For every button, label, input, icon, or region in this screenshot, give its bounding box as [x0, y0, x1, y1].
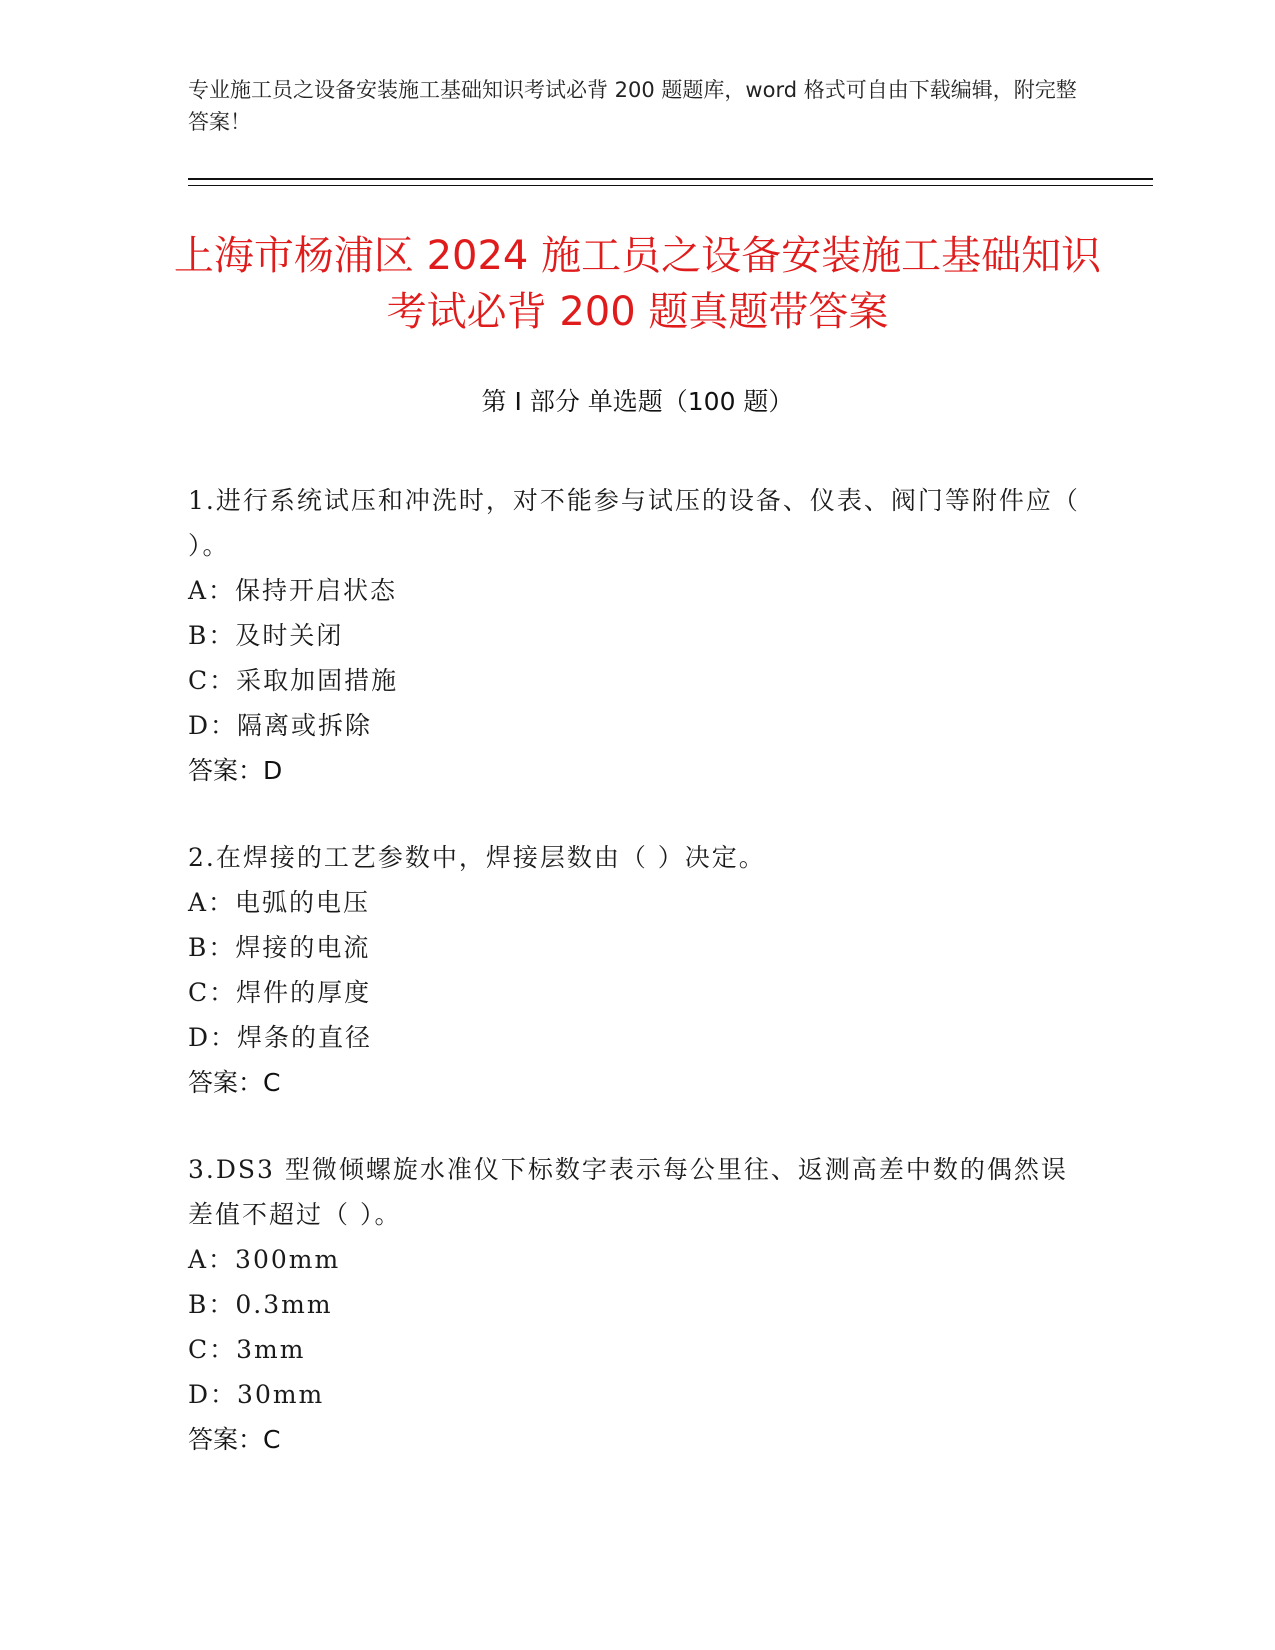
- header-rule-thick: [188, 178, 1153, 180]
- question-1: [188, 478, 1088, 793]
- question-stem: 3.DS3 型微倾螺旋水准仪下标数字表示每公里往、返测高差中数的偶然误差值不超过（ ）。: [188, 1155, 1068, 1229]
- option-a: A：电弧的电压: [188, 888, 371, 917]
- answer: 答案：D: [188, 756, 283, 785]
- option-a: A：300mm: [188, 1245, 341, 1274]
- header-rule-thin: [188, 185, 1153, 186]
- option-b: B：及时关闭: [188, 621, 344, 650]
- option-c: C：焊件的厚度: [188, 978, 372, 1007]
- option-c: C：采取加固措施: [188, 666, 399, 695]
- question-3: [188, 1147, 1088, 1462]
- section-title: 第 I 部分 单选题（100 题）: [481, 387, 794, 416]
- option-b: B：焊接的电流: [188, 933, 371, 962]
- question-stem: 2.在焊接的工艺参数中，焊接层数由（ ）决定。: [188, 843, 766, 872]
- option-d: D：隔离或拆除: [188, 711, 373, 740]
- option-d: D：焊条的直径: [188, 1023, 373, 1052]
- option-b: B：0.3mm: [188, 1290, 333, 1319]
- option-d: D：30mm: [188, 1380, 325, 1409]
- option-c: C：3mm: [188, 1335, 306, 1364]
- question-2: [188, 835, 1088, 1105]
- document-title: 上海市杨浦区 2024 施工员之设备安装施工基础知识考试必背 200 题真题带答案: [173, 233, 1102, 335]
- answer: 答案：C: [188, 1425, 281, 1454]
- question-list: [188, 478, 1088, 1504]
- answer: 答案：C: [188, 1068, 281, 1097]
- header-note: 专业施工员之设备安装施工基础知识考试必背 200 题题库，word 格式可自由下载编辑，附完整答案！: [188, 78, 1077, 134]
- option-a: A：保持开启状态: [188, 576, 398, 605]
- question-stem: 1.进行系统试压和冲洗时，对不能参与试压的设备、仪表、阀门等附件应（ ）。: [188, 486, 1080, 560]
